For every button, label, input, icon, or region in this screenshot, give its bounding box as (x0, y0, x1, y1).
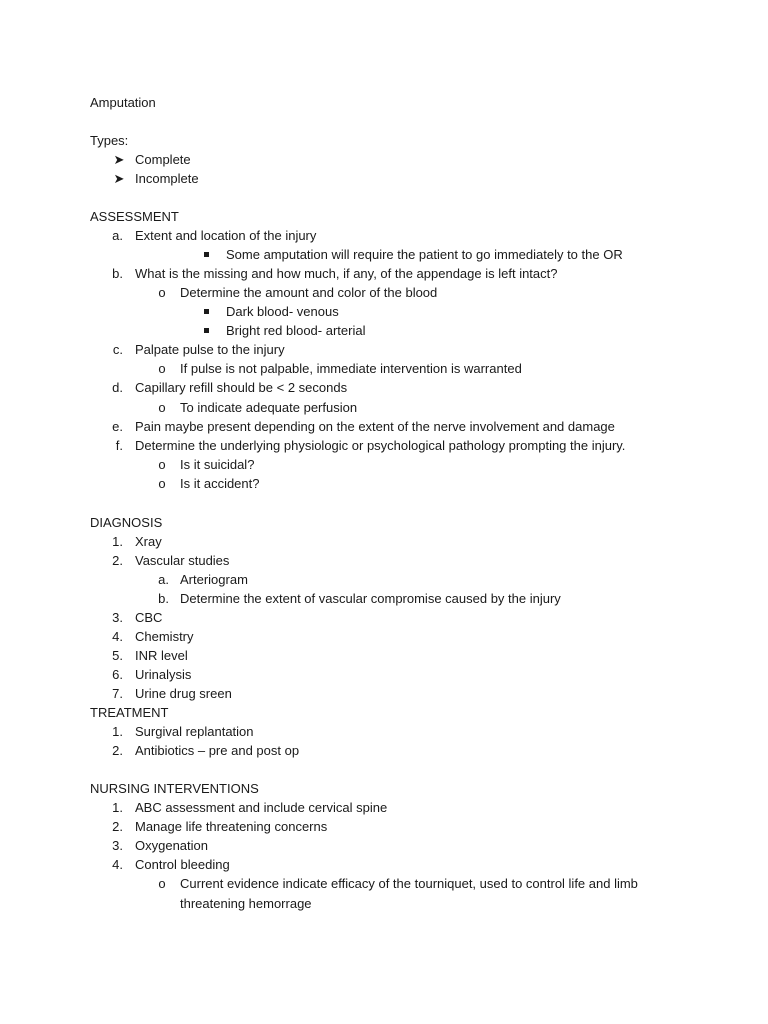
list-item-text: Manage life threatening concerns (135, 819, 328, 834)
list-item-text: Vascular studies (135, 553, 230, 568)
arrow-bullet-icon: ➤ (113, 152, 125, 167)
assessment-subsubitem (0, 302, 768, 321)
document-title-line (0, 93, 768, 112)
list-marker: 2. (112, 819, 123, 834)
assessment-item (0, 340, 768, 359)
nursing-subitem-continuation (0, 894, 768, 913)
assessment-subitem (0, 283, 768, 302)
list-marker: 1. (112, 534, 123, 549)
list-item-text: Capillary refill should be < 2 seconds (135, 380, 348, 395)
diagnosis-subitem (0, 570, 768, 589)
assessment-subitem (0, 455, 768, 474)
diagnosis-item (0, 608, 768, 627)
assessment-subitem (0, 474, 768, 493)
diagnosis-subitem (0, 589, 768, 608)
diagnosis-item (0, 551, 768, 570)
list-item-text: Some amputation will require the patient to go immediately to the OR (226, 247, 623, 262)
list-item-text: Urine drug sreen (135, 686, 232, 701)
list-item-text: Determine the amount and color of the blood (180, 285, 438, 300)
document-title: Amputation (90, 95, 156, 110)
list-item-text: If pulse is not palpable, immediate intervention is warranted (180, 361, 522, 376)
list-item-text: INR level (135, 648, 188, 663)
list-marker: 3. (112, 838, 123, 853)
list-marker: f. (115, 438, 123, 453)
nursing-item (0, 817, 768, 836)
list-marker: b. (158, 591, 169, 606)
nursing-item (0, 855, 768, 874)
nursing-item (0, 836, 768, 855)
list-marker: 2. (112, 743, 123, 758)
treatment-item (0, 741, 768, 760)
list-item-text: What is the missing and how much, if any, of the appendage is left intact? (135, 266, 558, 281)
diagnosis-item (0, 627, 768, 646)
list-marker: b. (112, 266, 123, 281)
list-item-text: Control bleeding (135, 857, 230, 872)
arrow-bullet-icon: ➤ (113, 171, 125, 186)
circle-bullet-icon: o (158, 476, 166, 491)
nursing-heading: NURSING INTERVENTIONS (90, 781, 259, 796)
circle-bullet-icon: o (158, 457, 166, 472)
types-heading-line (0, 131, 768, 150)
circle-bullet-icon: o (158, 285, 166, 300)
assessment-heading-line (0, 207, 768, 226)
treatment-item (0, 722, 768, 741)
list-item-text: Determine the extent of vascular compromise caused by the injury (180, 591, 561, 606)
circle-bullet-icon: o (158, 361, 166, 376)
list-marker: 5. (112, 648, 123, 663)
assessment-heading: ASSESSMENT (90, 209, 179, 224)
assessment-item (0, 226, 768, 245)
list-item-text: CBC (135, 610, 163, 625)
list-item-text: Current evidence indicate efficacy of the tourniquet, used to control life and limb (180, 876, 638, 891)
assessment-subitem (0, 245, 768, 264)
list-marker: 7. (112, 686, 123, 701)
list-marker: 6. (112, 667, 123, 682)
diagnosis-item (0, 684, 768, 703)
types-item-label: Complete (135, 152, 191, 167)
list-marker: 1. (112, 800, 123, 815)
list-marker: c. (112, 342, 123, 357)
types-item (0, 169, 768, 188)
list-marker: 4. (112, 857, 123, 872)
list-marker: a. (158, 572, 169, 587)
diagnosis-item (0, 665, 768, 684)
assessment-subitem (0, 359, 768, 378)
diagnosis-heading: DIAGNOSIS (90, 515, 163, 530)
list-item-text: Determine the underlying physiologic or psychological pathology prompting the injury. (135, 438, 626, 453)
treatment-heading-line (0, 703, 768, 722)
list-marker: 4. (112, 629, 123, 644)
list-marker: 2. (112, 553, 123, 568)
circle-bullet-icon: o (158, 400, 166, 415)
assessment-item (0, 436, 768, 455)
assessment-item (0, 378, 768, 397)
list-item-text: Dark blood- venous (226, 304, 339, 319)
list-marker: d. (112, 380, 123, 395)
list-item-text: Urinalysis (135, 667, 192, 682)
assessment-item (0, 417, 768, 436)
nursing-subitem (0, 874, 768, 893)
treatment-heading: TREATMENT (90, 705, 169, 720)
list-item-text: To indicate adequate perfusion (180, 400, 358, 415)
list-item-text: Extent and location of the injury (135, 228, 317, 243)
list-item-text: Antibiotics – pre and post op (135, 743, 300, 758)
types-heading: Types: (90, 133, 129, 148)
assessment-subsubitem (0, 321, 768, 340)
list-item-text: Is it accident? (180, 476, 260, 491)
list-item-text: Bright red blood- arterial (226, 323, 366, 338)
list-marker: e. (112, 419, 123, 434)
types-item (0, 150, 768, 169)
list-item-text: Palpate pulse to the injury (135, 342, 285, 357)
list-marker: 1. (112, 724, 123, 739)
nursing-heading-line (0, 779, 768, 798)
assessment-item (0, 264, 768, 283)
list-marker: 3. (112, 610, 123, 625)
diagnosis-item (0, 646, 768, 665)
circle-bullet-icon: o (158, 876, 166, 891)
list-item-text: Chemistry (135, 629, 194, 644)
diagnosis-heading-line (0, 513, 768, 532)
diagnosis-item (0, 532, 768, 551)
list-item-text: Oxygenation (135, 838, 208, 853)
list-item-text: Xray (135, 534, 162, 549)
list-item-text: Pain maybe present depending on the extent of the nerve involvement and damage (135, 419, 615, 434)
list-item-text: ABC assessment and include cervical spine (135, 800, 388, 815)
types-item-label: Incomplete (135, 171, 199, 186)
list-item-text: Arteriogram (180, 572, 248, 587)
nursing-item (0, 798, 768, 817)
list-marker: a. (112, 228, 123, 243)
list-item-text: threatening hemorrage (180, 896, 312, 911)
list-item-text: Is it suicidal? (180, 457, 255, 472)
assessment-subitem (0, 398, 768, 417)
list-item-text: Surgival replantation (135, 724, 254, 739)
